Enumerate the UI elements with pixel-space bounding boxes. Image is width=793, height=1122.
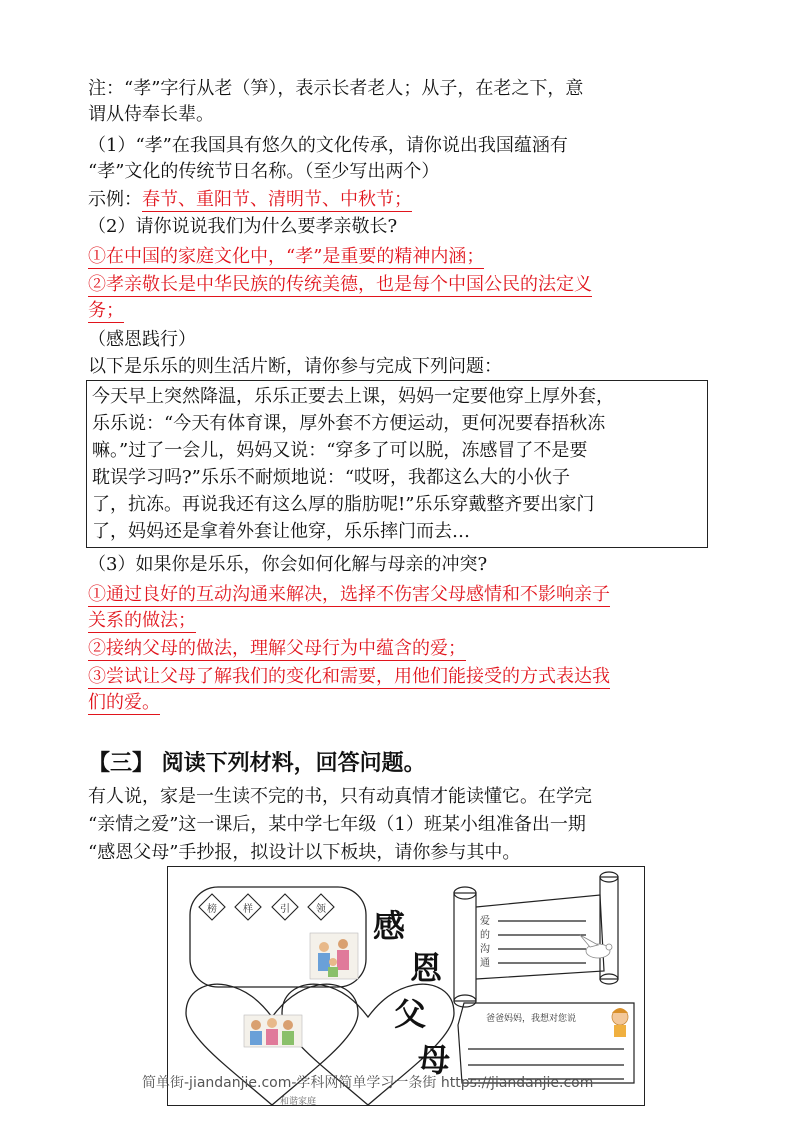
story-line: 耽误学习吗?”乐乐不耐烦地说：“哎呀，我都这么大的小伙子: [92, 467, 571, 488]
diamond-label: 引: [280, 904, 290, 915]
part3-line: “亲情之爱”这一课后，某中学七年级（1）班某小组准备出一期: [88, 814, 586, 835]
story-line: 乐乐说：“今天有体育课，厚外套不方便运动，更何况要春捂秋冻: [92, 413, 606, 434]
family-illustration: [310, 933, 358, 979]
poster-title-char: 母: [418, 1041, 451, 1079]
dove-icon: [580, 935, 612, 958]
section-intro: 以下是乐乐的则生活片断，请你参与完成下列问题：: [88, 356, 502, 377]
note-line-1: 注：“孝”字行从老（笋），表示长者老人；从子，在老之下，意: [88, 78, 584, 99]
story-line: 嘛。”过了一会儿，妈妈又说：“穿多了可以脱，冻感冒了不是要: [92, 440, 588, 461]
q2-answer-2-line-2: 务；: [88, 300, 124, 321]
q3-answer-1-line-1: ①通过良好的互动沟通来解决，选择不伤害父母感情和不影响亲子: [88, 584, 610, 605]
watermark: 简单街-jiandanjie.com-学科网简单学习一条街 https://jiandanjie.com: [142, 1075, 594, 1091]
diamond-label: 榜: [207, 904, 217, 915]
poster-title-char: 恩: [410, 949, 443, 987]
q3-answer-3-line-1: ③尝试让父母了解我们的变化和需要，用他们能接受的方式表达我: [88, 666, 610, 687]
message-label: 爸爸妈妈，我想对您说: [486, 1014, 577, 1024]
q3-question: （3）如果你是乐乐，你会如何化解与母亲的冲突?: [88, 554, 488, 575]
boy-illustration: [612, 1008, 628, 1037]
story-box: [86, 380, 708, 548]
part3-line: 有人说，家是一生读不完的书，只有动真情才能读懂它。在学完: [88, 786, 592, 807]
story-line: 了，妈妈还是拿着外套让他穿，乐乐摔门而去…: [92, 521, 470, 542]
part3-line: “感恩父母”手抄报，拟设计以下板块，请你参与其中。: [88, 842, 521, 863]
scroll-text: 爱 的 沟 通: [480, 916, 490, 969]
q1-line-2: “孝”文化的传统节日名称。（至少写出两个）: [88, 161, 440, 182]
heart-caption: 和谐家庭: [280, 1097, 317, 1107]
poster-title-char: 父: [394, 995, 427, 1033]
poster-title-char: 感: [373, 907, 406, 945]
story-line: 了，抗冻。再说我还有这么厚的脂肪呢!”乐乐穿戴整齐要出家门: [92, 494, 595, 515]
q3-answer-2: ②接纳父母的做法，理解父母行为中蕴含的爱；: [88, 638, 466, 659]
q3-answer-3-line-2: 们的爱。: [88, 692, 160, 713]
poster-layout: [167, 866, 645, 1106]
diamond-label: 领: [316, 904, 326, 915]
poster-drawing: [168, 867, 645, 1106]
story-line: 今天早上突然降温，乐乐正要去上课，妈妈一定要他穿上厚外套，: [92, 386, 614, 407]
note-line-2: 谓从侍奉长辈。: [88, 104, 214, 125]
q2-question: （2）请你说说我们为什么要孝亲敬长?: [88, 216, 398, 237]
q1-example-label: 示例：: [88, 189, 142, 210]
section-heading: （感恩践行）: [88, 329, 196, 350]
q1-line-1: （1）“孝”在我国具有悠久的文化传承，请你说出我国蕴涵有: [88, 135, 568, 156]
q1-answer: 春节、重阳节、清明节、中秋节；: [142, 189, 412, 210]
q2-answer-1: ①在中国的家庭文化中，“孝”是重要的精神内涵；: [88, 246, 485, 267]
q3-answer-1-line-2: 关系的做法；: [88, 610, 196, 631]
q1-answer-row: [88, 187, 412, 213]
heart-family-illustration: [244, 1015, 302, 1047]
q2-answer-2-line-1: ②孝亲敬长是中华民族的传统美德，也是每个中国公民的法定义: [88, 274, 592, 295]
part3-heading: 【三】 阅读下列材料，回答问题。: [88, 750, 426, 776]
diamond-label: 样: [243, 904, 253, 915]
